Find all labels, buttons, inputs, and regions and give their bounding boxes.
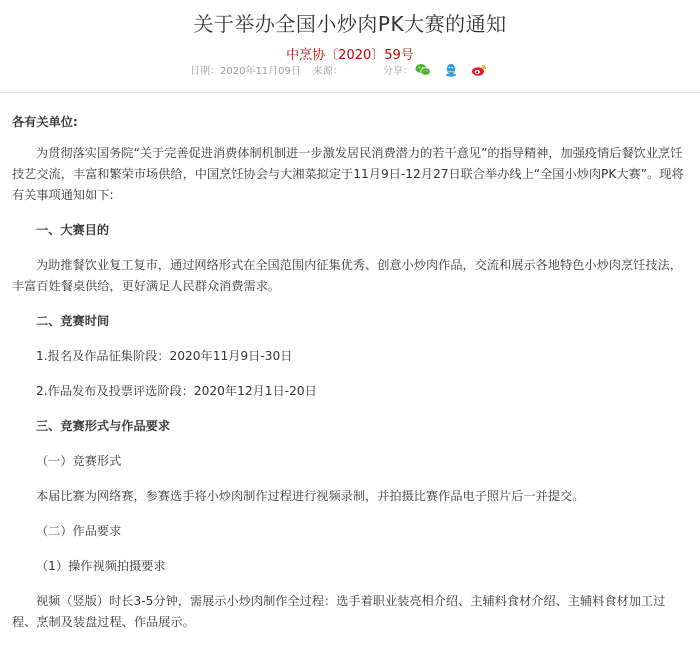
video-paragraph: 视频（竖版）时长3-5分钟，需展示小炒肉制作全过程：选手着职业装亮相介绍、主辅料食材介绍、主辅料食材加工过程、烹制及装盘过程、作品展示。 bbox=[12, 594, 666, 629]
document-number: 中烹协〔2020〕59号 bbox=[286, 48, 414, 63]
wechat-icon[interactable] bbox=[415, 63, 431, 77]
time-item-registration: 1.报名及作品征集阶段：2020年11月9日-30日 bbox=[36, 349, 293, 363]
section-heading-time: 二、竞赛时间 bbox=[36, 314, 110, 328]
subsection-format: （一）竞赛形式 bbox=[36, 454, 122, 468]
source-label: 来源： bbox=[312, 66, 343, 77]
qq-icon[interactable] bbox=[443, 63, 459, 77]
format-paragraph: 本届比赛为网络赛，参赛选手将小炒肉制作过程进行视频录制，并拍摄比赛作品电子照片后一并提交。 bbox=[36, 489, 585, 503]
subsection-requirements: （二）作品要求 bbox=[36, 524, 122, 538]
article-body bbox=[12, 112, 688, 633]
section-heading-purpose: 一、大赛目的 bbox=[36, 223, 110, 237]
article-meta bbox=[190, 62, 499, 77]
requirement-video: （1）操作视频拍摄要求 bbox=[36, 559, 166, 573]
page-title: 关于举办全国小炒肉PK大赛的通知 bbox=[193, 12, 507, 36]
salutation: 各有关单位: bbox=[12, 115, 78, 129]
share-label: 分享： bbox=[382, 66, 413, 77]
header-divider bbox=[0, 92, 700, 93]
purpose-paragraph: 为助推餐饮业复工复市，通过网络形式在全国范围内征集优秀、创意小炒肉作品，交流和展示各地特色小炒肉烹饪技法，丰富百姓餐桌供给，更好满足人民群众消费需求。 bbox=[12, 258, 682, 293]
time-item-voting: 2.作品发布及投票评选阶段：2020年12月1日-20日 bbox=[36, 384, 317, 398]
share-icons bbox=[415, 63, 487, 77]
publish-date: 日期：2020年11月09日 bbox=[190, 66, 301, 77]
intro-paragraph: 为贯彻落实国务院“关于完善促进消费体制机制进一步激发居民消费潜力的若干意见”的指导精神，加强疫情后餐饮业烹饪技艺交流，丰富和繁荣市场供给，中国烹饪协会与大湘菜拟定于11月9日-12月27日联合举办线上“全国小炒肉PK大赛”。现将有关事项通知如下: bbox=[12, 146, 684, 202]
section-heading-format: 三、竞赛形式与作品要求 bbox=[36, 419, 171, 433]
weibo-icon[interactable] bbox=[471, 63, 487, 77]
